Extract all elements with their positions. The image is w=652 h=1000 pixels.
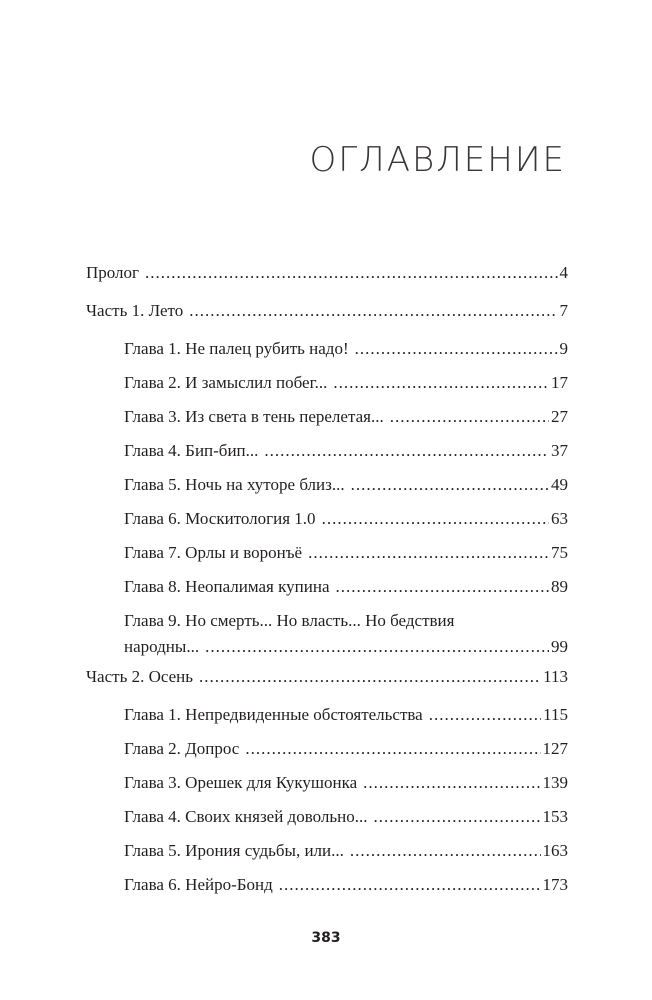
- dot-leader: [429, 704, 541, 726]
- toc-entry-part1-chapter-6[interactable]: [124, 504, 568, 538]
- dot-leader: [355, 338, 558, 360]
- entry-page-number: 27: [551, 407, 568, 426]
- entry-page-number: 17: [551, 373, 568, 392]
- toc-entry-part-2[interactable]: [86, 662, 568, 696]
- dot-leader: [390, 406, 549, 428]
- dot-leader: [322, 508, 549, 530]
- entry-page-number: 173: [542, 875, 568, 894]
- page-number: 383: [311, 930, 341, 946]
- entry-label: Глава 5. Ночь на хуторе близ...: [124, 475, 345, 494]
- dot-leader: [145, 262, 557, 284]
- entry-label: Глава 2. Допрос: [124, 739, 240, 758]
- entry-page-number: 49: [551, 475, 568, 494]
- toc-entry-part1-chapter-2[interactable]: [124, 368, 568, 402]
- entry-label: Часть 1. Лето: [86, 301, 184, 320]
- dot-leader: [336, 576, 550, 598]
- entry-label: Часть 2. Осень: [86, 667, 193, 686]
- entry-label: Глава 5. Ирония судьбы, или...: [124, 841, 344, 860]
- toc-entry-part1-chapter-8[interactable]: [124, 572, 568, 606]
- dot-leader: [333, 372, 549, 394]
- toc-entry-part2-chapter-2[interactable]: [124, 734, 568, 768]
- entry-label-line-1: Глава 9. Но смерть... Но власть... Но бедствия: [124, 611, 455, 630]
- entry-label: Глава 7. Орлы и воронъё: [124, 543, 303, 562]
- toc-entry-part2-chapter-1[interactable]: [124, 700, 568, 734]
- entry-label: Глава 2. И замыслил побег...: [124, 373, 328, 392]
- entry-page-number: 9: [559, 339, 568, 358]
- entry-page-number: 89: [551, 577, 568, 596]
- toc-entry-part2-chapter-6[interactable]: [124, 870, 568, 904]
- dot-leader: [279, 874, 541, 896]
- entry-page-number: 4: [559, 263, 568, 282]
- toc-entry-part1-chapter-4[interactable]: [124, 436, 568, 470]
- entry-label: народны...: [124, 637, 200, 656]
- entry-label-line-2: [124, 632, 568, 662]
- toc-entry-part2-chapter-3[interactable]: [124, 768, 568, 802]
- dot-leader: [363, 772, 540, 794]
- toc-entry-part1-chapter-5[interactable]: [124, 470, 568, 504]
- dot-leader: [205, 636, 549, 658]
- entry-label: Глава 6. Москитология 1.0: [124, 509, 316, 528]
- entry-label: Глава 1. Непредвиденные обстоятельства: [124, 705, 423, 724]
- entry-label: Глава 3. Из света в тень перелетая...: [124, 407, 384, 426]
- table-of-contents: [86, 258, 568, 904]
- entry-label: Глава 3. Орешек для Кукушонка: [124, 773, 358, 792]
- toc-entry-part-1[interactable]: [86, 296, 568, 330]
- dot-leader: [264, 440, 549, 462]
- entry-page-number: 153: [542, 807, 568, 826]
- toc-title: ОГЛАВЛЕНИЕ: [309, 140, 566, 180]
- entry-page-number: 7: [559, 301, 568, 320]
- entry-page-number: 63: [551, 509, 568, 528]
- dot-leader: [373, 806, 540, 828]
- toc-entry-prologue[interactable]: [86, 258, 568, 292]
- entry-label: Глава 4. Бип-бип...: [124, 441, 259, 460]
- toc-entry-part1-chapter-3[interactable]: [124, 402, 568, 436]
- entry-page-number: 163: [542, 841, 568, 860]
- dot-leader: [351, 474, 549, 496]
- dot-leader: [245, 738, 540, 760]
- entry-page-number: 127: [542, 739, 568, 758]
- toc-entry-part1-chapter-1[interactable]: [124, 334, 568, 368]
- entry-page-number: 75: [551, 543, 568, 562]
- entry-label: Глава 8. Неопалимая купина: [124, 577, 330, 596]
- dot-leader: [350, 840, 541, 862]
- entry-label: Глава 1. Не палец рубить надо!: [124, 339, 349, 358]
- entry-label: Глава 6. Нейро-Бонд: [124, 875, 273, 894]
- entry-page-number: 99: [551, 637, 568, 656]
- dot-leader: [308, 542, 549, 564]
- toc-entry-part2-chapter-5[interactable]: [124, 836, 568, 870]
- entry-page-number: 139: [542, 773, 568, 792]
- dot-leader: [199, 666, 541, 688]
- dot-leader: [189, 300, 557, 322]
- toc-entry-part1-chapter-9[interactable]: [86, 606, 568, 662]
- toc-entry-part2-chapter-4[interactable]: [124, 802, 568, 836]
- entry-page-number: 115: [543, 705, 568, 724]
- entry-label: Глава 4. Своих князей довольно...: [124, 807, 368, 826]
- entry-label: Пролог: [86, 263, 140, 282]
- toc-entry-part1-chapter-7[interactable]: [124, 538, 568, 572]
- entry-page-number: 113: [543, 667, 568, 686]
- entry-page-number: 37: [551, 441, 568, 460]
